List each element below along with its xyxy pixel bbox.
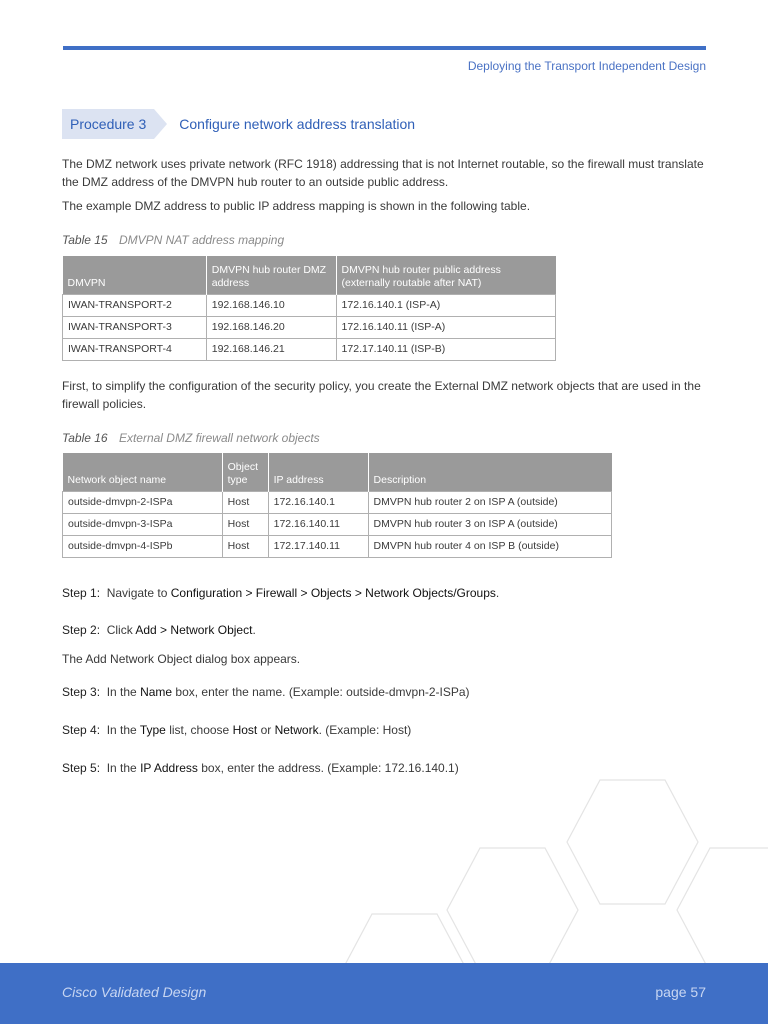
step-3 [62, 685, 470, 699]
network-objects-table [62, 453, 612, 558]
table16-header: Object type [222, 453, 268, 491]
step-text: . [495, 586, 500, 600]
step-text: Navigate to [106, 586, 171, 600]
step-text: list, choose [165, 723, 233, 737]
table-row [63, 316, 556, 338]
table-row [63, 338, 556, 360]
table-cell: outside-dmvpn-4-ISPb [63, 535, 223, 557]
table-cell: Host [222, 491, 268, 513]
table-row [63, 513, 612, 535]
step-4 [62, 723, 411, 737]
hexagon-shape [677, 848, 768, 970]
footer-title: Cisco Validated Design [62, 984, 207, 1000]
table-cell: DMVPN hub router 2 on ISP A (outside) [368, 491, 611, 513]
table-row [63, 491, 612, 513]
table-cell: Host [222, 535, 268, 557]
page-number: page 57 [655, 984, 706, 1000]
procedure-heading [62, 109, 415, 139]
step-text: or [257, 723, 275, 737]
table-cell: 192.168.146.21 [206, 338, 336, 360]
step-emphasis: IP Address [140, 761, 198, 775]
step-label: Step 2: [62, 623, 101, 637]
step-emphasis: Add > Network Object [135, 623, 253, 637]
step-emphasis: Network [274, 723, 319, 737]
procedure-title: Configure network address translation [179, 116, 416, 132]
table-cell: 172.17.140.11 [268, 535, 368, 557]
table16-title: External DMZ firewall network objects [118, 431, 320, 445]
step-text: Click [106, 623, 136, 637]
step-emphasis: Host [232, 723, 258, 737]
table16-header: Network object name [63, 453, 223, 491]
step-label: Step 1: [62, 586, 101, 600]
table-cell: DMVPN hub router 3 on ISP A (outside) [368, 513, 611, 535]
nat-mapping-table [62, 256, 556, 361]
step-2 [62, 623, 256, 637]
hexagon-shape [447, 848, 578, 970]
step-text: box, enter the name. (Example: outside-dmvpn-2-ISPa) [172, 685, 470, 699]
step-1 [62, 586, 499, 600]
paragraph-dmz-intro: The DMZ network uses private network (RFC 1918) addressing that is not Internet routable, so the firewall must translate the DMZ address of the DMVPN hub router to an outside public address. [62, 157, 704, 189]
table-cell: 172.16.140.11 [268, 513, 368, 535]
step-text: box, enter the address. (Example: 172.16.140.1) [197, 761, 459, 775]
table16-header: IP address [268, 453, 368, 491]
hexagon-shape [567, 780, 698, 904]
table16-number: Table 16 [62, 431, 108, 445]
paragraph-mapping: The example DMZ address to public IP address mapping is shown in the following table. [62, 199, 531, 213]
step-emphasis: Configuration > Firewall > Objects > Network Objects/Groups [170, 586, 496, 600]
table-cell: 172.16.140.11 (ISP-A) [336, 316, 555, 338]
step-text: . [252, 623, 256, 637]
step-label: Step 4: [62, 723, 101, 737]
table15-header: DMVPN [63, 256, 207, 294]
table-cell: IWAN-TRANSPORT-3 [63, 316, 207, 338]
table16-header: Description [368, 453, 611, 491]
running-header: Deploying the Transport Independent Design [467, 59, 706, 73]
page-footer [0, 963, 768, 1024]
step-emphasis: Type [139, 723, 166, 737]
table-cell: 172.16.140.1 [268, 491, 368, 513]
table-cell: 172.16.140.1 (ISP-A) [336, 294, 555, 316]
table-row [63, 535, 612, 557]
table15-title: DMVPN NAT address mapping [118, 233, 285, 247]
header-rule [63, 46, 706, 50]
table15-number: Table 15 [62, 233, 108, 247]
table-cell: IWAN-TRANSPORT-2 [63, 294, 207, 316]
paragraph-network-objects: First, to simplify the configuration of the security policy, you create the External DMZ network objects that are used in the firewall policies. [62, 379, 701, 411]
table15-header: DMVPN hub router DMZ address [206, 256, 336, 294]
table-cell: IWAN-TRANSPORT-4 [63, 338, 207, 360]
hexagon-shape [339, 914, 470, 970]
hexagon-background-pattern [0, 770, 768, 970]
procedure-label: Procedure 3 [62, 109, 154, 139]
table-cell: 192.168.146.10 [206, 294, 336, 316]
table-cell: DMVPN hub router 4 on ISP B (outside) [368, 535, 611, 557]
table16-caption [62, 431, 320, 445]
table-cell: outside-dmvpn-2-ISPa [63, 491, 223, 513]
step-label: Step 3: [62, 685, 101, 699]
table15-caption [62, 233, 284, 247]
step-label: Step 5: [62, 761, 101, 775]
step-text: In the [106, 761, 141, 775]
table15-header: DMVPN hub router public address (externally routable after NAT) [336, 256, 555, 294]
step-text: In the [106, 723, 140, 737]
table-cell: Host [222, 513, 268, 535]
table-cell: outside-dmvpn-3-ISPa [63, 513, 223, 535]
step-2-note: The Add Network Object dialog box appears. [62, 652, 301, 666]
step-text: . (Example: Host) [318, 723, 412, 737]
step-text: In the [106, 685, 141, 699]
table-cell: 192.168.146.20 [206, 316, 336, 338]
table-cell: 172.17.140.11 (ISP-B) [336, 338, 555, 360]
step-emphasis: Name [140, 685, 173, 699]
table-row [63, 294, 556, 316]
